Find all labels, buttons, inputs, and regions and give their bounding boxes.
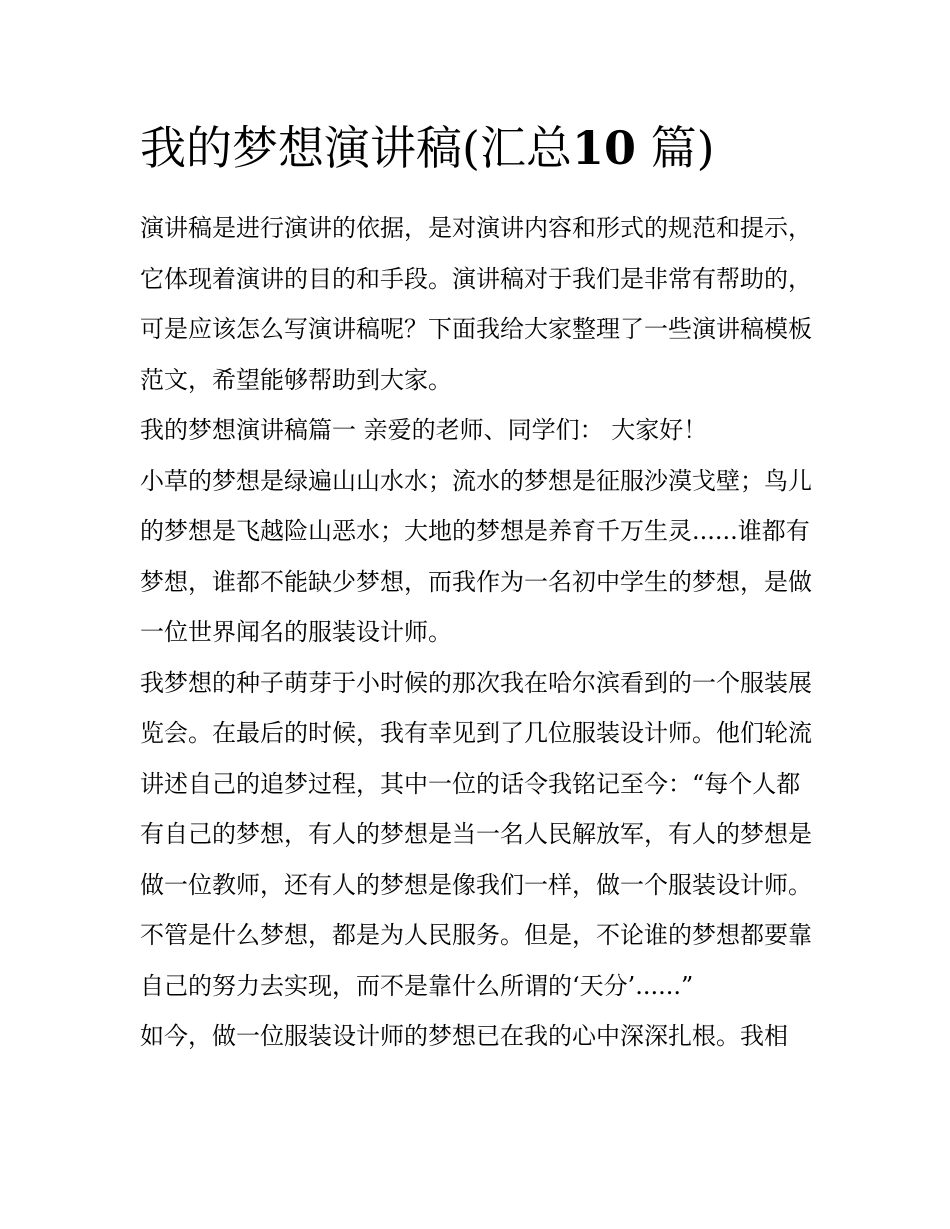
paragraph-greeting: 我的梦想演讲稿篇一 亲爱的老师、同学们： 大家好！ <box>140 416 708 444</box>
paragraph-exhibition: 我梦想的种子萌芽于小时候的那次我在哈尔滨看到的一个服装展览会。在最后的时候，我有幸见到了几位服装设计师。他们轮流讲述自己的追梦过程，其中一位的话令我铭记至今：“每个人都有自己的梦想，有人的梦想是当一名人民解放军，有人的梦想是做一位教师，还有人的梦想是像我们一样，做一个服装设计师。不管是什么梦想，都是为人民服务。但是，不论谁的梦想都要靠自己的努力去实现，而不是靠什么所谓的‘天分’......” <box>140 668 812 1000</box>
document-title <box>140 117 830 179</box>
paragraph-intro: 演讲稿是进行演讲的依据，是对演讲内容和形式的规范和提示，它体现着演讲的目的和手段。演讲稿对于我们是非常有帮助的，可是应该怎么写演讲稿呢？下面我给大家整理了一些演讲稿模板范文，希望能够帮助到大家。 <box>140 214 812 394</box>
paragraph-now: 如今，做一位服装设计师的梦想已在我的心中深深扎根。我相 <box>140 1022 788 1050</box>
title-number: 10 <box>571 121 636 175</box>
paragraph-dreams: 小草的梦想是绿遍山山水水；流水的梦想是征服沙漠戈壁；鸟儿的梦想是飞越险山恶水；大地的梦想是养育千万生灵......谁都有梦想，谁都不能缺少梦想，而我作为一名初中学生的梦想，是做一位世界闻名的服装设计师。 <box>140 466 812 646</box>
document-body <box>140 203 812 1062</box>
title-suffix: 篇) <box>650 121 715 175</box>
title-prefix: 我的梦想演讲稿(汇总 <box>140 121 572 175</box>
